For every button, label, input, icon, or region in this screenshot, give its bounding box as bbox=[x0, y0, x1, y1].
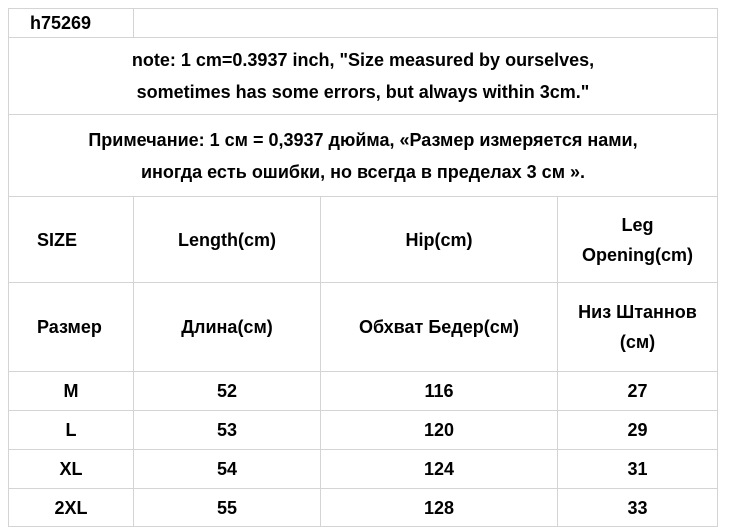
header-leg-ru-line-1: Низ Штаннов bbox=[578, 302, 697, 322]
hip-cell: 116 bbox=[321, 372, 558, 411]
header-leg-ru-line-2: (см) bbox=[619, 332, 656, 352]
note-en-line-2: sometimes has some errors, but always within 3cm." bbox=[136, 82, 590, 102]
size-cell: XL bbox=[9, 450, 134, 489]
table-row bbox=[9, 411, 718, 450]
product-id-row bbox=[9, 9, 718, 38]
header-ru-row bbox=[9, 283, 718, 372]
hip-cell: 120 bbox=[321, 411, 558, 450]
hip-cell: 124 bbox=[321, 450, 558, 489]
header-length-ru: Длина(см) bbox=[134, 283, 321, 372]
header-leg-line-2: Opening(cm) bbox=[582, 244, 693, 265]
header-leg-line-1: Leg bbox=[621, 214, 654, 235]
note-ru-cell bbox=[9, 115, 718, 197]
header-hip: Hip(cm) bbox=[321, 197, 558, 283]
table-row bbox=[9, 372, 718, 411]
header-leg-opening bbox=[558, 197, 718, 283]
table-row bbox=[9, 489, 718, 527]
note-en-cell bbox=[9, 38, 718, 115]
note-ru-line-2: иногда есть ошибки, но всегда в пределах 3 см ». bbox=[140, 161, 586, 182]
leg-cell: 31 bbox=[558, 450, 718, 489]
empty-cell bbox=[134, 9, 718, 38]
note-ru-line-1: Примечание: 1 см = 0,3937 дюйма, «Размер измеряется нами, bbox=[88, 129, 638, 150]
product-id-cell: h75269 bbox=[9, 9, 134, 38]
header-length: Length(cm) bbox=[134, 197, 321, 283]
header-en-row bbox=[9, 197, 718, 283]
length-cell: 53 bbox=[134, 411, 321, 450]
hip-cell: 128 bbox=[321, 489, 558, 527]
size-cell: L bbox=[9, 411, 134, 450]
length-cell: 52 bbox=[134, 372, 321, 411]
size-cell: M bbox=[9, 372, 134, 411]
size-chart-table bbox=[8, 8, 718, 527]
header-leg-opening-ru bbox=[558, 283, 718, 372]
length-cell: 54 bbox=[134, 450, 321, 489]
note-en-line-1: note: 1 cm=0.3937 inch, "Size measured by ourselves, bbox=[131, 50, 595, 70]
header-size-ru: Размер bbox=[9, 283, 134, 372]
leg-cell: 27 bbox=[558, 372, 718, 411]
leg-cell: 29 bbox=[558, 411, 718, 450]
note-en-row bbox=[9, 38, 718, 115]
header-size: SIZE bbox=[9, 197, 134, 283]
header-hip-ru: Обхват Бедер(см) bbox=[321, 283, 558, 372]
note-ru-row bbox=[9, 115, 718, 197]
length-cell: 55 bbox=[134, 489, 321, 527]
table-row bbox=[9, 450, 718, 489]
leg-cell: 33 bbox=[558, 489, 718, 527]
size-cell: 2XL bbox=[9, 489, 134, 527]
